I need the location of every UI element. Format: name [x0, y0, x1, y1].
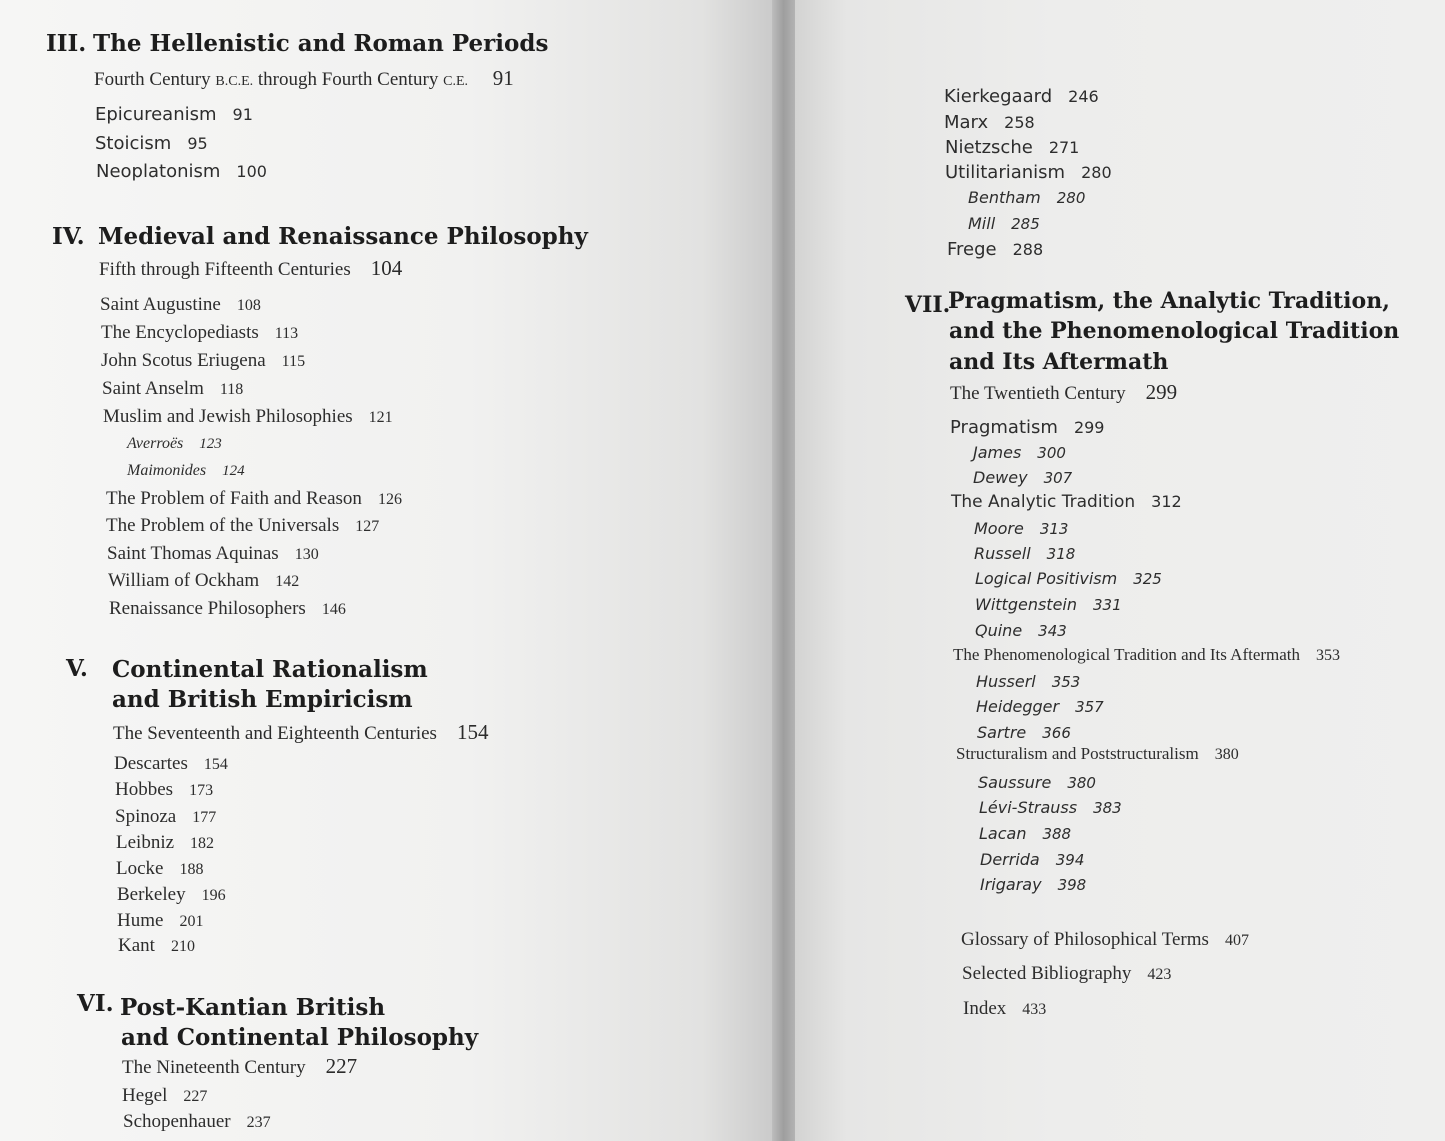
entry-page: 280: [1056, 189, 1086, 207]
entry-label: Utilitarianism: [945, 162, 1066, 183]
toc-entry[interactable]: [109, 598, 346, 620]
entry-page: 331: [1093, 596, 1122, 614]
entry-label: Kierkegaard: [944, 86, 1053, 107]
subtitle-text: Fifth through Fifteenth Centuries: [99, 259, 351, 280]
toc-entry[interactable]: [953, 645, 1340, 665]
entry-label: Wittgenstein: [975, 595, 1077, 614]
entry-label: Pragmatism: [950, 417, 1058, 438]
section-subtitle-vi: [122, 1054, 357, 1079]
entry-label: Moore: [974, 519, 1024, 538]
subtitle-text: The Twentieth Century: [950, 383, 1126, 404]
entry-label: Averroës: [127, 435, 184, 452]
toc-back-matter[interactable]: [962, 963, 1171, 985]
entry-page: 380: [1214, 746, 1239, 763]
entry-page: 285: [1011, 215, 1040, 233]
subtitle-part: through Fourth Century: [257, 69, 439, 90]
entry-page: 154: [203, 756, 228, 773]
toc-subentry[interactable]: [979, 824, 1071, 843]
toc-entry[interactable]: [95, 133, 208, 154]
section-title-v-line2: and British Empiricism: [112, 686, 413, 713]
entry-label: Husserl: [976, 672, 1036, 691]
toc-subentry[interactable]: [975, 621, 1067, 640]
entry-label: Sartre: [977, 723, 1027, 742]
entry-label: Glossary of Philosophical Terms: [961, 929, 1209, 950]
entry-page: 398: [1057, 876, 1087, 894]
entry-page: 300: [1037, 444, 1066, 462]
entry-label: Saint Augustine: [100, 294, 221, 315]
subtitle-era: C.E.: [443, 74, 469, 89]
section-subtitle-iv: [99, 256, 402, 281]
entry-page: 182: [190, 835, 215, 852]
entry-page: 210: [170, 938, 195, 955]
section-page-number: 104: [370, 256, 403, 280]
entry-label: Spinoza: [115, 806, 177, 827]
toc-back-matter[interactable]: [961, 929, 1249, 951]
subtitle-part: Fourth Century: [94, 69, 211, 90]
entry-page: 201: [179, 913, 204, 930]
entry-page: 312: [1151, 492, 1182, 511]
toc-entry[interactable]: [951, 492, 1182, 512]
entry-label: Derrida: [980, 850, 1040, 869]
toc-entry[interactable]: [122, 1085, 207, 1107]
toc-entry[interactable]: [117, 910, 203, 932]
toc-back-matter[interactable]: [963, 998, 1046, 1020]
entry-label: The Phenomenological Tradition and Its Aftermath: [953, 645, 1301, 664]
entry-page: 313: [1039, 520, 1069, 538]
section-page-number: 154: [456, 720, 489, 744]
entry-page: 100: [236, 162, 267, 181]
toc-subentry[interactable]: [968, 188, 1085, 207]
entry-label: Descartes: [114, 753, 188, 774]
entry-page: 123: [199, 436, 222, 452]
entry-page: 237: [246, 1114, 271, 1131]
toc-entry[interactable]: [106, 488, 402, 510]
entry-label: William of Ockham: [108, 570, 260, 591]
entry-label: Lacan: [979, 824, 1027, 843]
entry-label: Marx: [944, 112, 989, 133]
entry-label: Heidegger: [976, 697, 1060, 716]
toc-entry[interactable]: [95, 104, 253, 125]
entry-label: Kant: [118, 935, 155, 956]
toc-subentry[interactable]: [974, 544, 1075, 563]
entry-label: Frege: [947, 239, 997, 260]
toc-entry[interactable]: [944, 112, 1035, 133]
entry-page: 366: [1042, 724, 1071, 742]
entry-label: John Scotus Eriugena: [101, 350, 266, 371]
toc-entry[interactable]: [103, 406, 393, 428]
section-numeral-iv: IV.: [52, 223, 85, 250]
entry-label: Logical Positivism: [975, 569, 1118, 588]
entry-page: 177: [192, 809, 217, 826]
entry-page: 173: [189, 782, 214, 799]
entry-label: Leibniz: [116, 832, 175, 853]
toc-entry[interactable]: [956, 744, 1239, 764]
entry-page: 407: [1224, 932, 1249, 949]
toc-entry[interactable]: [100, 294, 261, 316]
entry-label: Epicureanism: [95, 104, 217, 125]
entry-page: 280: [1081, 163, 1112, 182]
entry-page: 115: [281, 353, 306, 370]
entry-page: 388: [1042, 825, 1072, 843]
section-numeral-vii: VII.: [905, 292, 951, 318]
section-title-iv: Medieval and Renaissance Philosophy: [98, 223, 588, 250]
entry-page: 108: [236, 297, 261, 314]
entry-page: 124: [222, 463, 245, 479]
subtitle-text: The Nineteenth Century: [122, 1057, 306, 1078]
toc-subentry[interactable]: [968, 214, 1040, 233]
toc-subentry[interactable]: [978, 773, 1096, 792]
entry-label: Hume: [117, 910, 164, 931]
entry-page: 325: [1133, 570, 1162, 588]
entry-page: 227: [183, 1088, 208, 1105]
toc-subentry[interactable]: [973, 468, 1072, 487]
entry-page: 121: [368, 409, 393, 426]
entry-label: Russell: [974, 544, 1031, 563]
section-page-number: 91: [492, 66, 514, 90]
section-subtitle-iii: [94, 66, 514, 91]
entry-label: Berkeley: [117, 884, 186, 905]
section-title-iii: The Hellenistic and Roman Periods: [93, 30, 549, 57]
entry-page: 95: [187, 134, 208, 153]
section-numeral-vi: VI.: [77, 990, 114, 1017]
entry-label: Saussure: [978, 773, 1052, 792]
section-title-vi-line1: Post-Kantian British: [120, 994, 386, 1021]
toc-entry[interactable]: [947, 239, 1043, 260]
toc-entry[interactable]: [945, 162, 1112, 183]
toc-entry[interactable]: [96, 161, 267, 182]
entry-label: Hobbes: [115, 779, 174, 800]
entry-label: Hegel: [122, 1085, 168, 1106]
entry-label: Locke: [116, 858, 164, 879]
entry-label: Quine: [975, 621, 1023, 640]
entry-page: 353: [1051, 673, 1081, 691]
toc-subentry[interactable]: [975, 595, 1122, 614]
entry-page: 113: [274, 325, 299, 342]
toc-entry[interactable]: [106, 515, 379, 537]
toc-subentry[interactable]: [980, 850, 1084, 869]
entry-label: Muslim and Jewish Philosophies: [103, 406, 353, 427]
toc-entry[interactable]: [107, 543, 319, 565]
entry-page: 142: [275, 573, 300, 590]
entry-label: The Encyclopediasts: [101, 322, 259, 343]
entry-page: 188: [179, 861, 204, 878]
entry-page: 271: [1048, 138, 1080, 157]
entry-label: Bentham: [968, 188, 1041, 207]
entry-page: 288: [1012, 240, 1044, 259]
entry-page: 196: [201, 887, 226, 904]
entry-label: James: [973, 443, 1022, 462]
entry-label: Schopenhauer: [123, 1111, 231, 1132]
entry-page: 318: [1046, 545, 1076, 563]
toc-entry[interactable]: [115, 806, 216, 828]
entry-label: Maimonides: [127, 462, 207, 479]
section-title-vi-line2: and Continental Philosophy: [121, 1024, 479, 1051]
entry-label: Neoplatonism: [96, 161, 221, 182]
toc-subentry[interactable]: [977, 723, 1071, 742]
entry-page: 118: [219, 381, 244, 398]
entry-page: 394: [1055, 851, 1085, 869]
section-numeral-v: V.: [66, 655, 88, 682]
subtitle-text: The Seventeenth and Eighteenth Centuries: [113, 723, 437, 744]
entry-label: The Problem of Faith and Reason: [106, 488, 362, 509]
entry-label: Lévi-Strauss: [979, 798, 1078, 817]
entry-label: The Analytic Tradition: [951, 492, 1136, 512]
toc-subentry[interactable]: [973, 443, 1066, 462]
toc-subentry[interactable]: [976, 672, 1080, 691]
toc-entry[interactable]: [950, 417, 1104, 438]
entry-page: 130: [294, 546, 319, 563]
toc-subentry[interactable]: [127, 435, 222, 453]
entry-label: Structuralism and Poststructuralism: [956, 744, 1199, 763]
toc-entry[interactable]: [945, 137, 1079, 158]
entry-label: Irigaray: [980, 875, 1042, 894]
toc-entry[interactable]: [108, 570, 299, 592]
toc-entry[interactable]: [115, 779, 213, 801]
toc-entry[interactable]: [114, 753, 228, 775]
entry-page: 380: [1067, 774, 1096, 792]
entry-page: 423: [1147, 966, 1172, 983]
toc-subentry[interactable]: [127, 462, 245, 480]
entry-label: The Problem of the Universals: [106, 515, 340, 536]
entry-label: Saint Thomas Aquinas: [107, 543, 279, 564]
toc-entry[interactable]: [116, 832, 214, 854]
toc-subentry[interactable]: [975, 569, 1162, 588]
section-title-vii-line2: and the Phenomenological Tradition: [949, 318, 1400, 344]
section-subtitle-vii: [950, 380, 1177, 405]
entry-label: Index: [963, 998, 1007, 1019]
toc-entry[interactable]: [116, 858, 203, 880]
toc-entry[interactable]: [101, 350, 305, 372]
entry-label: Stoicism: [95, 133, 172, 154]
section-numeral-iii: III.: [46, 30, 87, 57]
entry-page: 246: [1068, 87, 1099, 106]
entry-page: 353: [1316, 647, 1341, 664]
entry-page: 258: [1004, 113, 1035, 132]
subtitle-era: B.C.E.: [215, 74, 254, 89]
entry-page: 299: [1073, 418, 1105, 437]
section-title-vii-line3: and Its Aftermath: [949, 349, 1169, 375]
toc-entry[interactable]: [102, 378, 243, 400]
entry-page: 383: [1093, 799, 1122, 817]
entry-label: Dewey: [973, 468, 1028, 487]
entry-page: 146: [321, 601, 346, 618]
toc-entry[interactable]: [118, 935, 195, 957]
toc-subentry[interactable]: [980, 875, 1086, 894]
toc-entry[interactable]: [117, 884, 226, 906]
section-title-vii-line1: Pragmatism, the Analytic Tradition,: [948, 288, 1390, 314]
entry-page: 433: [1022, 1001, 1047, 1018]
section-page-number: 299: [1145, 380, 1178, 404]
entry-label: Mill: [968, 214, 996, 233]
toc-entry[interactable]: [944, 86, 1099, 107]
entry-label: Nietzsche: [945, 137, 1033, 158]
toc-subentry[interactable]: [974, 519, 1068, 538]
section-page-number: 227: [325, 1054, 358, 1078]
entry-page: 91: [232, 105, 253, 124]
toc-subentry[interactable]: [976, 697, 1104, 716]
entry-label: Renaissance Philosophers: [109, 598, 306, 619]
toc-entry[interactable]: [101, 322, 298, 344]
entry-page: 307: [1043, 469, 1073, 487]
toc-entry[interactable]: [123, 1111, 271, 1133]
section-subtitle-v: [113, 720, 488, 745]
entry-page: 127: [355, 518, 380, 535]
section-title-v-line1: Continental Rationalism: [112, 656, 428, 683]
entry-page: 126: [377, 491, 402, 508]
entry-label: Saint Anselm: [102, 378, 204, 399]
toc-subentry[interactable]: [979, 798, 1122, 817]
entry-page: 357: [1075, 698, 1104, 716]
entry-label: Selected Bibliography: [962, 963, 1132, 984]
entry-page: 343: [1038, 622, 1067, 640]
